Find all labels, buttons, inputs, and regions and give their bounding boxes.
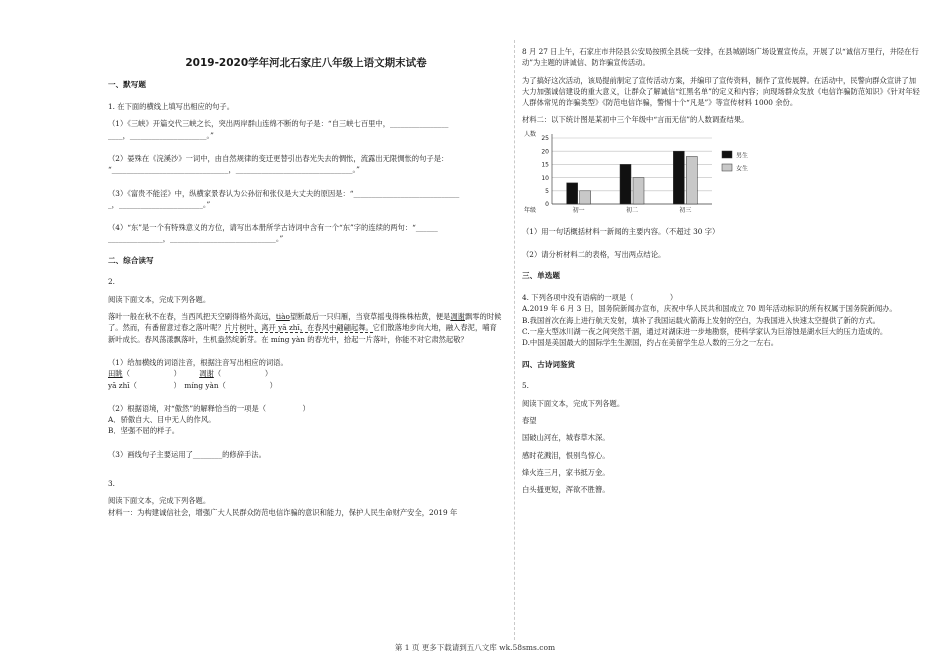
bar-男生-初一 (567, 183, 578, 204)
legend-swatch (722, 164, 732, 171)
y-tick-label: 15 (541, 161, 549, 169)
q4-stem: 4. 下列各项中没有语病的一项是（ ） (522, 293, 678, 303)
legend-swatch (722, 151, 732, 158)
q5-intro: 阅读下面文本，完成下列各题。 (522, 398, 625, 408)
x-tick-label: 初二 (625, 206, 639, 214)
q1-part1-line1: （1）《三峡》开篇交代三峡之长，突出两岸群山连绵不断的句子是：“自三峡七百里中，________________ (108, 119, 449, 129)
q3-material1-start: 材料一：为构建诚信社会，增强广大人民群众防范电信诈骗的意识和能力，保护人民生命财产安全，2019 年 (108, 507, 458, 517)
q2-underlined-word-1: tiào (275, 312, 290, 322)
q3-sub1: （1）用一句话概括材料一新闻的主要内容。（不超过 30 字） (522, 226, 720, 236)
poem-line-3: 烽火连三月，家书抵万金。 (522, 467, 610, 477)
y-tick-label: 10 (541, 174, 549, 182)
q1-part3-line1: （3）《富贵不能淫》中，纵横家景春认为公孙衍和张仪是大丈夫的原因是：“_____________________________ (108, 188, 460, 198)
legend-label: 女生 (736, 165, 749, 173)
q1-part2-line1: （2）晏殊在《浣溪沙》一词中，由自然规律的变迁更替引出春光失去的惆怅，流露出无限惆怅的句子是： (108, 153, 449, 163)
column-divider (514, 40, 515, 640)
q1-intro: 1. 在下面的横线上填写出相应的句子。 (108, 102, 235, 112)
bar-女生-初一 (580, 191, 591, 204)
q2-sub2-option-a: A．骄傲自大、目中无人的作风。 (108, 415, 216, 425)
page-title: 2019-2020学年河北石家庄八年级上语文期末试卷 (185, 57, 427, 69)
y-tick-label: 0 (545, 200, 549, 208)
q4-option-c: C.一座大型冰川湖一夜之间突然干涸，通过对湖床进一步地勘察，使科学家认为巨溶蚀是湖水巨大的压力造成的。 (522, 327, 888, 337)
q2-sub3: （3）画线句子主要运用了________的修辞手法。 (108, 449, 266, 459)
bar-女生-初二 (633, 177, 644, 203)
section-heading-3: 三、单选题 (522, 271, 560, 281)
bar-男生-初二 (620, 164, 631, 204)
q2-underlined-word-2: 凋谢 (450, 312, 465, 322)
y-axis-label: 人数 (524, 130, 537, 138)
poem-line-2: 感时花溅泪，恨别鸟惊心。 (522, 450, 610, 460)
section-heading-1: 一、默写题 (108, 80, 146, 90)
material1-paragraph2: 为了搞好这次活动，该局提前制定了宣传活动方案，并编印了宣传资料，制作了宣传展牌。在活动中，民警向群众宣讲了加大力加强诚信建设的重大意义，让群众了解诚信“红黑名单”的定义和内容；向现场群众发放《电信诈骗防范知识》《针对年轻人群体常见的诈骗类型》《防范电信诈骗，警惕十个“凡是”》等宣传材料 1000 余份。 (522, 75, 920, 108)
legend-label: 男生 (736, 152, 749, 160)
q2-sub1-row2: yā zhī（ ） míng yàn（ ） (108, 380, 277, 390)
material1-continued: 8 月 27 日上午，石家庄市井陉县公安局按照全县统一安排，在县城剧场广场设置宣传点，开展了以“诚信万里行，井陉在行动”为主题的讲诚信、防诈骗宣传活动。 (522, 47, 919, 68)
right-column (522, 46, 920, 495)
q2-intro: 阅读下面文本，完成下列各题。 (108, 294, 211, 304)
q1-part2-line2: “________________________________，________________________________。” (108, 165, 360, 175)
q2-number: 2. (108, 277, 115, 287)
material2-text: 材料二：以下统计图是某初中三个年级中“言而无信”的人数调查结果。 (522, 115, 749, 125)
q2-sub1: （1）给加横线的词语注音，根据注音写出相应的词语。 (108, 357, 288, 367)
y-tick-label: 5 (545, 187, 549, 195)
x-tick-label: 初三 (679, 206, 692, 214)
q2-passage: 落叶一般在秋不在春，当西风把天空刷得格外高远，tiào望断最后一只归雁，当衰草摇曳得株株枯黄，便是凋谢飘零的时候了。然而，有番留意过春之落叶呢？片片树叶，离开 yā zhī，在春风中翩翩起舞。它们散落地步向大地，融入春泥，哺育新叶成长。春风荡漾飘落叶，生机盎然绽新芽。在 míng yàn 的春光中，拾起一片落叶，你能不对它肃然起敬？ (108, 312, 502, 344)
y-tick-label: 20 (541, 148, 549, 156)
section-heading-2: 二、综合读写 (108, 255, 154, 265)
q3-number: 3. (108, 479, 115, 489)
q5-number: 5. (522, 381, 529, 391)
bar-chart-svg (522, 130, 762, 216)
section-heading-4: 四、古诗词鉴赏 (522, 359, 576, 369)
y-tick-label: 25 (541, 134, 549, 142)
q1-part4-line1: （4）“东”是一个有特殊意义的方位，请写出本册所学古诗词中含有一个“东”字的连续的两句：“______ (108, 223, 438, 233)
q1-part3-line2: _，_______________________。” (108, 199, 211, 209)
q2-sub2-option-b: B．坚强不屈的样子。 (108, 426, 180, 436)
poem-line-4: 白头搔更短，浑欲不胜簪。 (522, 485, 610, 495)
q4-option-b: B.我国首次在海上进行航天发射，填补了我国运载火箭海上发射的空白，为我国进入快速太空提供了新的方式。 (522, 315, 880, 325)
q2-sub1-row1: 田眺（ ） 凋谢（ ） (108, 369, 273, 379)
poem-title: 春望 (522, 415, 537, 425)
q3-intro: 阅读下面文本，完成下列各题。 (108, 496, 211, 506)
q1-part4-line2: _______________，_____________________________。” (108, 234, 284, 244)
page-footer: 第 1 页 更多下载请到五八文库 wk.58sms.com (394, 643, 556, 652)
q2-wavy-sentence: 片片树叶，离开 yā zhī，在春风中翩翩起舞。 (224, 323, 373, 333)
q4-option-a: A.2019 年 6 月 3 日，国务院新闻办宣布，庆祝中华人民共和国成立 70 周年活动标识的所有权属于国务院新闻办。 (522, 304, 897, 314)
q1-part1-line2: ____，_____________________。” (108, 130, 214, 140)
bar-女生-初三 (686, 156, 697, 204)
q3-sub2: （2）请分析材料二的表格，写出两点结论。 (522, 250, 666, 260)
x-tick-label: 初一 (572, 206, 585, 214)
left-column (108, 40, 504, 518)
x-axis-label: 年级 (524, 206, 537, 214)
bar-男生-初三 (673, 151, 684, 204)
poem-line-1: 国破山河在，城春草木深。 (522, 433, 610, 443)
q2-sub2: （2）根据语境，对“傲然”的解释恰当的一项是（ ） (108, 403, 310, 413)
bar-chart (522, 130, 762, 216)
q4-option-d: D.中国是美国最大的国际学生生源国，约占在美留学生总人数的三分之一左右。 (522, 338, 779, 348)
